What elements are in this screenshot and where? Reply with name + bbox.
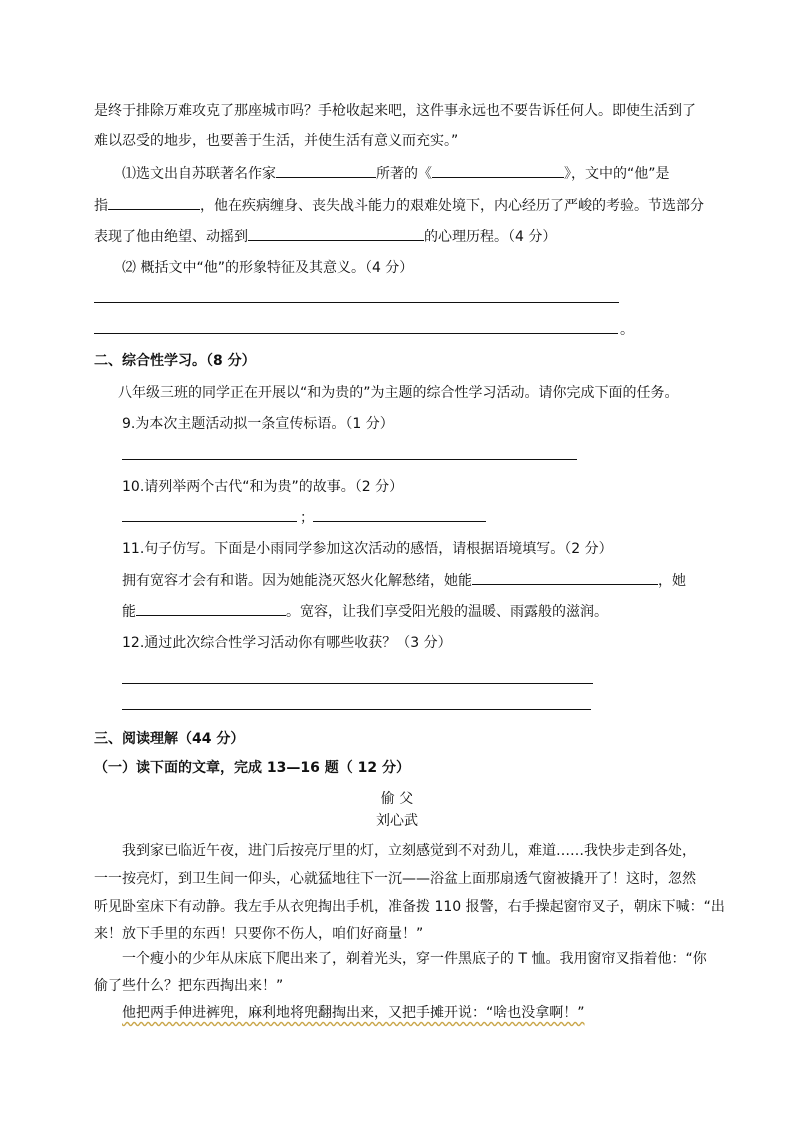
q9-answer-line[interactable] bbox=[122, 459, 577, 460]
author-blank[interactable] bbox=[276, 163, 376, 178]
article-author: 刘心武 bbox=[376, 813, 418, 829]
q11-line1 bbox=[122, 570, 704, 591]
q11-text-d: 。宽容，让我们享受阳光般的温暖、雨露般的滋润。 bbox=[286, 604, 608, 620]
section2-intro: 八年级三班的同学正在开展以“和为贵的”为主题的综合性学习活动。请你完成下面的任务。 bbox=[118, 385, 679, 401]
q11-blank-2[interactable] bbox=[136, 601, 286, 616]
section3-title: 三、阅读理解（44 分） bbox=[94, 731, 245, 747]
q8-part2: ⑵ 概括文中“他”的形象特征及其意义。（4 分） bbox=[122, 260, 414, 276]
q10-answer-line-1[interactable] bbox=[122, 521, 297, 522]
article-para1-line4: 来！放下手里的东西！只要你不伤人，咱们好商量！” bbox=[94, 926, 424, 942]
q8-text-c: 》，文中的“他”是 bbox=[564, 166, 670, 182]
passage-line-2: 难以忍受的地步，也要善于生活，并使生活有意义而充实。” bbox=[94, 133, 459, 149]
q11-line2 bbox=[122, 601, 704, 622]
character-blank[interactable] bbox=[108, 195, 200, 210]
q8-part1-line2 bbox=[94, 195, 704, 216]
q9-prompt: 9.为本次主题活动拟一条宣传标语。（1 分） bbox=[122, 416, 394, 432]
q10-answer-line-2[interactable] bbox=[313, 521, 486, 522]
q8-part1-line1 bbox=[122, 163, 704, 184]
q10-separator: ； bbox=[300, 510, 314, 526]
q8-answer-line-1[interactable] bbox=[94, 302, 619, 303]
book-title-blank[interactable] bbox=[432, 163, 564, 178]
q11-text-c: 能 bbox=[122, 604, 136, 620]
q11-prompt: 11.句子仿写。下面是小雨同学参加这次活动的感悟，请根据语境填写。（2 分） bbox=[122, 541, 613, 557]
q8-part1-line3 bbox=[94, 226, 704, 247]
q11-blank-1[interactable] bbox=[472, 570, 658, 585]
q12-answer-line-1[interactable] bbox=[122, 683, 593, 684]
article-para1-line1: 我到家已临近午夜，进门后按亮厅里的灯，立刻感觉到不对劲儿，难道……我快步走到各处， bbox=[122, 843, 696, 859]
q8-text-b: 所著的《 bbox=[376, 166, 432, 182]
q8-text-e: ，他在疾病缠身、丧失战斗能力的艰难处境下，内心经历了严峻的考验。节选部分 bbox=[200, 198, 704, 214]
q12-answer-line-2[interactable] bbox=[122, 709, 591, 710]
article-para2-line2: 偷了些什么？把东西掏出来！” bbox=[94, 978, 284, 994]
psychology-blank[interactable] bbox=[248, 226, 424, 241]
q8-text-f: 表现了他由绝望、动摇到 bbox=[94, 229, 248, 245]
passage-line-1: 是终于排除万难攻克了那座城市吗？手枪收起来吧，这件事永远也不要告诉任何人。即使生活到了 bbox=[94, 103, 696, 119]
q11-text-a: 拥有宽容才会有和谐。因为她能浇灭怒火化解愁绪，她能 bbox=[122, 573, 472, 589]
q11-text-b: ，她 bbox=[658, 573, 686, 589]
q12-prompt: 12.通过此次综合性学习活动你有哪些收获？（3 分） bbox=[122, 635, 452, 651]
section3-subtitle: （一）读下面的文章，完成 13—16 题（ 12 分） bbox=[94, 760, 410, 776]
q8-text-g: 的心理历程。（4 分） bbox=[424, 229, 557, 245]
article-para2-line1: 一个瘦小的少年从床底下爬出来了，剃着光头，穿一件黑底子的 T 恤。我用窗帘叉指着他：“你 bbox=[122, 951, 707, 967]
q8-text-d: 指 bbox=[94, 198, 108, 214]
q8-end-mark: 。 bbox=[620, 322, 634, 338]
article-title: 偷 父 bbox=[380, 791, 414, 807]
section2-title: 二、综合性学习。（8 分） bbox=[94, 353, 256, 369]
article-para3: 他把两手伸进裤兜，麻利地将兜翻掏出来，又把手摊开说：“啥也没拿啊！” bbox=[122, 1005, 585, 1021]
q10-prompt: 10.请列举两个古代“和为贵”的故事。（2 分） bbox=[122, 479, 404, 495]
article-para1-line3: 听见卧室床下有动静。我左手从衣兜掏出手机，准备拨 110 报警，右手操起窗帘叉子，朝床下喊：“出 bbox=[94, 899, 725, 915]
q8-answer-line-2[interactable] bbox=[94, 333, 618, 334]
article-para1-line2: 一一按亮灯，到卫生间一仰头，心就猛地往下一沉——浴盆上面那扇透气窗被撬开了！这时，忽然 bbox=[94, 871, 696, 887]
q8-text-a: ⑴选文出自苏联著名作家 bbox=[122, 166, 276, 182]
